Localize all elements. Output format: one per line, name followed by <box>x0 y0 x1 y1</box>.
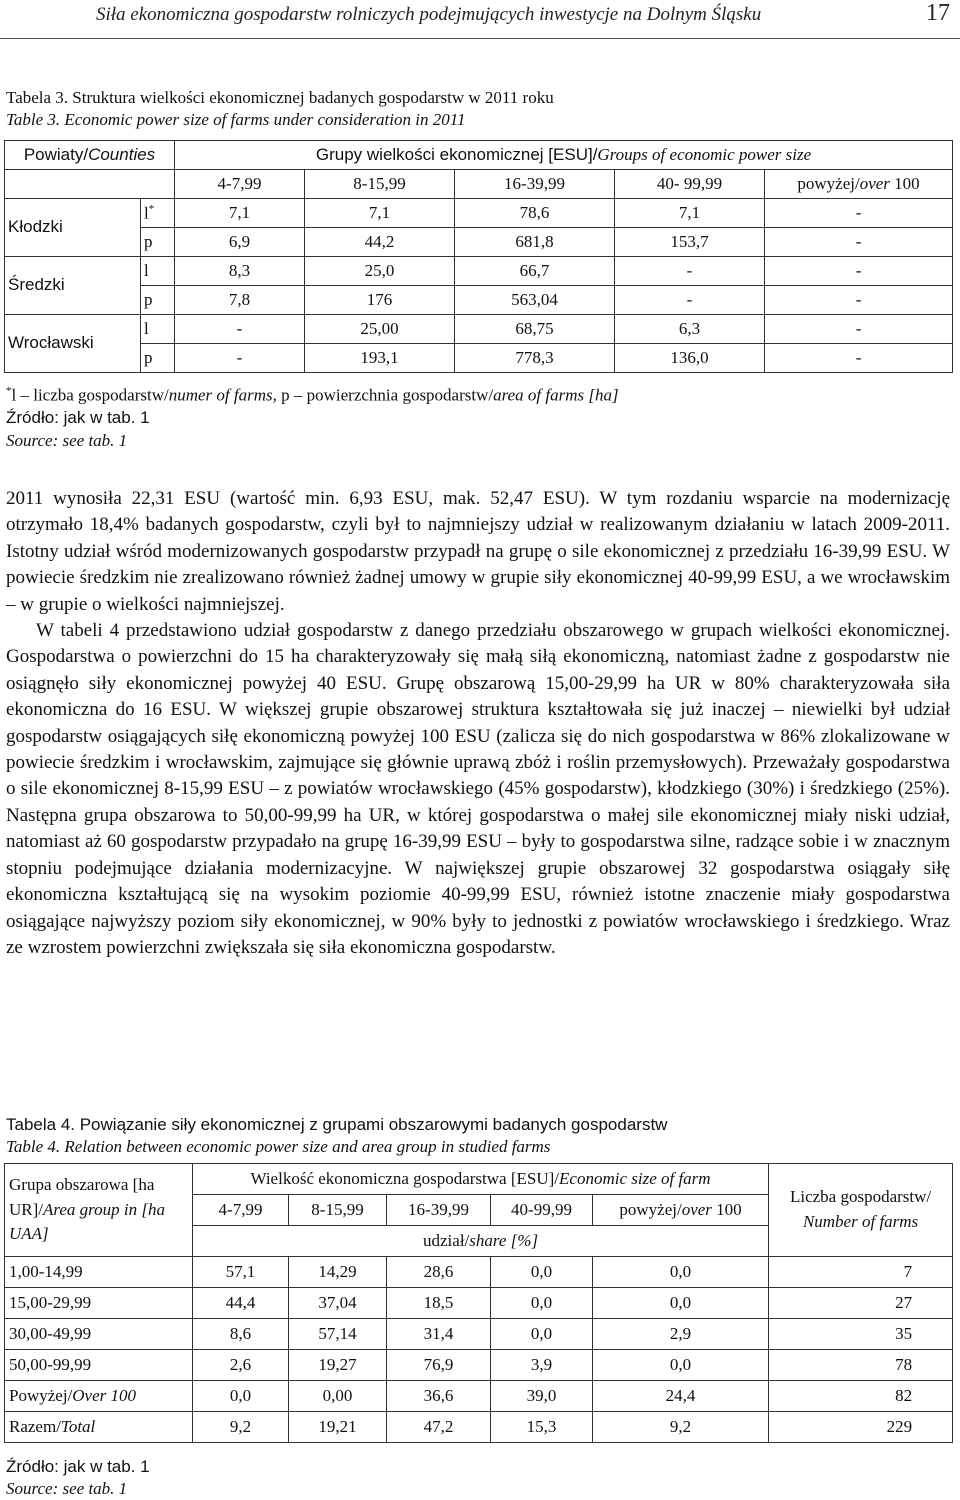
table-row <box>5 257 953 286</box>
area-group: 30,00-49,99 <box>5 1319 193 1350</box>
table-cell: 0,0 <box>193 1381 289 1412</box>
table-cell: - <box>175 315 305 344</box>
table-cell: 0,0 <box>593 1257 769 1288</box>
table-cell: 8,6 <box>193 1319 289 1350</box>
table-cell: 6,9 <box>175 228 305 257</box>
table-cell: 9,2 <box>593 1412 769 1443</box>
table3-source-pl: Źródło: jak w tab. 1 <box>6 408 150 427</box>
table4-size-col-last: powyżej/over 100 <box>593 1195 769 1226</box>
table-row <box>5 1288 953 1319</box>
running-title: Siła ekonomiczna gospodarstw rolniczych podejmujących inwestycje na Dolnym Śląsku <box>96 4 762 25</box>
table4-source-pl: Źródło: jak w tab. 1 <box>6 1457 150 1476</box>
table-cell: 19,27 <box>289 1350 387 1381</box>
table-cell: 153,7 <box>615 228 765 257</box>
table-cell: 25,00 <box>305 315 455 344</box>
table4-caption-en: Table 4. Relation between economic power size and area group in studied farms <box>6 1137 551 1156</box>
table-cell: 24,4 <box>593 1381 769 1412</box>
table-row <box>5 315 953 344</box>
table4-source-en: Source: see tab. 1 <box>6 1479 128 1498</box>
table-cell: 66,7 <box>455 257 615 286</box>
county-name: Wrocławski <box>5 315 141 373</box>
paragraph: 2011 wynosiła 22,31 ESU (wartość min. 6,93 ESU, mak. 52,47 ESU). W tym rozdaniu wsparcie na modernizację otrzymało 18,4% badanych gospodarstw, czyli był to najmniejszy udział w realizowanym działaniu w latach 2009-2011. Istotny udział wśród modernizowanych gospodarstw przypadł na grupę o sile ekonomicznej z przedziału 16-39,99 ESU. W powiecie średzkim nie zrealizowano również żadnej umowy w grupie siły ekonomicznej 40-99,99 ESU, a we wrocławskim – w grupie o wielkości najmniejszej. <box>6 488 950 615</box>
table-cell: 68,75 <box>455 315 615 344</box>
farm-count: 35 <box>769 1319 953 1350</box>
table-cell: 25,0 <box>305 257 455 286</box>
table-cell: 0,00 <box>289 1381 387 1412</box>
table3-size-col: 40- 99,99 <box>615 170 765 199</box>
table4-share-header: udział/share [%] <box>193 1226 769 1257</box>
table-cell: - <box>615 286 765 315</box>
table3 <box>4 140 953 373</box>
table-row <box>5 228 953 257</box>
table-cell: - <box>765 199 953 228</box>
table-cell: 37,04 <box>289 1288 387 1319</box>
table3-size-col: 16-39,99 <box>455 170 615 199</box>
table3-county-header: Powiaty/Counties <box>5 141 175 170</box>
measure-key: p <box>141 344 175 373</box>
table-cell: 18,5 <box>387 1288 491 1319</box>
table3-caption-pl: Tabela 3. Struktura wielkości ekonomicznej badanych gospodarstw w 2011 roku <box>6 88 554 107</box>
table-cell: 9,2 <box>193 1412 289 1443</box>
measure-key: l* <box>141 199 175 228</box>
table-row <box>5 1350 953 1381</box>
table-cell: 57,1 <box>193 1257 289 1288</box>
table-cell: 14,29 <box>289 1257 387 1288</box>
table-cell: 36,6 <box>387 1381 491 1412</box>
table-cell: 39,0 <box>491 1381 593 1412</box>
table-cell: 31,4 <box>387 1319 491 1350</box>
table-cell <box>5 170 175 199</box>
table-cell: 193,1 <box>305 344 455 373</box>
area-group: Powyżej/Over 100 <box>5 1381 193 1412</box>
county-name: Średzki <box>5 257 141 315</box>
table4-size-col: 4-7,99 <box>193 1195 289 1226</box>
table-cell: - <box>765 286 953 315</box>
county-name: Kłodzki <box>5 199 141 257</box>
table4-body <box>5 1257 953 1443</box>
table-cell: 0,0 <box>593 1288 769 1319</box>
table-cell: 76,9 <box>387 1350 491 1381</box>
table-cell: 0,0 <box>593 1350 769 1381</box>
table-cell: 2,6 <box>193 1350 289 1381</box>
table-cell: 15,3 <box>491 1412 593 1443</box>
table-row <box>5 344 953 373</box>
table-row <box>5 1412 953 1443</box>
table3-size-col: 8-15,99 <box>305 170 455 199</box>
farm-count: 7 <box>769 1257 953 1288</box>
table-cell: 136,0 <box>615 344 765 373</box>
table-cell: 778,3 <box>455 344 615 373</box>
header-rule <box>0 38 960 39</box>
table-cell: 57,14 <box>289 1319 387 1350</box>
table-cell: 2,9 <box>593 1319 769 1350</box>
table-cell: 7,1 <box>615 199 765 228</box>
table-cell: 0,0 <box>491 1319 593 1350</box>
table4-size-col: 8-15,99 <box>289 1195 387 1226</box>
table-cell: 176 <box>305 286 455 315</box>
table-cell: 78,6 <box>455 199 615 228</box>
table4-group-header: Wielkość ekonomiczna gospodarstwa [ESU]/Economic size of farm <box>193 1164 769 1195</box>
table-cell: 7,1 <box>175 199 305 228</box>
measure-key: l <box>141 315 175 344</box>
area-group: 15,00-29,99 <box>5 1288 193 1319</box>
table-row <box>5 1381 953 1412</box>
area-group: 50,00-99,99 <box>5 1350 193 1381</box>
table-row <box>5 1257 953 1288</box>
page-header <box>0 0 960 40</box>
measure-key: p <box>141 228 175 257</box>
page-number: 17 <box>926 0 950 26</box>
table-cell: 28,6 <box>387 1257 491 1288</box>
table3-size-col: 4-7,99 <box>175 170 305 199</box>
table-row <box>5 286 953 315</box>
table4-size-col: 16-39,99 <box>387 1195 491 1226</box>
table-cell: 44,2 <box>305 228 455 257</box>
table-cell: 563,04 <box>455 286 615 315</box>
farm-count: 229 <box>769 1412 953 1443</box>
table-cell: 7,1 <box>305 199 455 228</box>
farm-count: 78 <box>769 1350 953 1381</box>
table3-size-header-row <box>5 170 953 199</box>
table-cell: - <box>765 315 953 344</box>
table-cell: - <box>765 257 953 286</box>
table-cell: 19,21 <box>289 1412 387 1443</box>
table-cell: - <box>765 344 953 373</box>
table-cell: 0,0 <box>491 1288 593 1319</box>
farm-count: 82 <box>769 1381 953 1412</box>
area-group: 1,00-14,99 <box>5 1257 193 1288</box>
table-cell: 0,0 <box>491 1257 593 1288</box>
paragraph: W tabeli 4 przedstawiono udział gospodarstw z danego przedziału obszarowego w grupach wielkości ekonomicznej. Gospodarstwa o powierzchni do 15 ha charakteryzowały się małą siłą ekonomiczną, natomiast żadne z gospodarstw nie osiągnęło siły ekonomicznej powyżej 40 ESU. Grupę obszarową 15,00-29,99 ha UR w 80% charakteryzowała siła ekonomiczna do 16 ESU. W większej grupie obszarowej struktura kształtowała się już inaczej – niewielki był udział gospodarstw osiągających siłę ekonomiczną powyżej 100 ESU (zalicza się do nich gospodarstwa w 86% zlokalizowane w powiecie średzkim i wrocławskim, zajmujące się głównie uprawą zbóż i roślin przemysłowych). Przeważały gospodarstwa o sile ekonomicznej 8-15,99 ESU – z powiatów wrocławskiego (45% gospodarstw), kłodzkiego (30%) i średzkiego (25%). Następna grupa obszarowa to 50,00-99,99 ha UR, w której gospodarstwa o małej sile ekonomicznej miały niski udział, natomiast aż 60 gospodarstw przypadało na grupę 16-39,99 ESU – były to gospodarstwa silne, radzące sobie i w znacznym stopniu podejmujące działania modernizacyjne. W największej grupie obszarowej 32 gospodarstwa osiągały siłę ekonomiczna kształtującą się na wysokim poziomie 40-99,99 ESU, również istotne znaczenie miały gospodarstwa osiągające najwyższy poziom siły ekonomicznej, w 90% były to jednostki z powiatów wrocławskiego i średzkiego. Wraz ze wzrostem powierzchni zwiększała się siła ekonomiczna gospodarstw. <box>6 620 950 958</box>
table-cell: 6,3 <box>615 315 765 344</box>
table3-size-col-last: powyżej/over 100 <box>765 170 953 199</box>
table4 <box>4 1163 953 1443</box>
table-cell: 3,9 <box>491 1350 593 1381</box>
table3-caption-en: Table 3. Economic power size of farms under consideration in 2011 <box>6 110 466 129</box>
measure-key: p <box>141 286 175 315</box>
table-cell: 7,8 <box>175 286 305 315</box>
table-cell: 47,2 <box>387 1412 491 1443</box>
table4-size-col: 40-99,99 <box>491 1195 593 1226</box>
table3-source-en: Source: see tab. 1 <box>6 431 128 450</box>
table-cell: - <box>615 257 765 286</box>
table-cell: 681,8 <box>455 228 615 257</box>
table4-caption-pl: Tabela 4. Powiązanie siły ekonomicznej z grupami obszarowymi badanych gospodarstw <box>6 1115 668 1134</box>
table4-area-header: Grupa obszarowa [ha UR]/Area group in [ha UAA] <box>5 1164 193 1257</box>
table3-footnote: *l – liczba gospodarstw/numer of farms, p – powierzchnia gospodarstw/area of farms [ha] <box>6 385 619 405</box>
table-row <box>5 1319 953 1350</box>
table-cell: - <box>175 344 305 373</box>
measure-key: l <box>141 257 175 286</box>
body-text <box>6 486 950 961</box>
table4-count-header: Liczba gospodarstw/ Number of farms <box>769 1164 953 1257</box>
farm-count: 27 <box>769 1288 953 1319</box>
table-cell: 44,4 <box>193 1288 289 1319</box>
table3-group-header: Grupy wielkości ekonomicznej [ESU]/Groups of economic power size <box>175 141 953 170</box>
table3-body <box>5 199 953 373</box>
table-row <box>5 199 953 228</box>
table-cell: - <box>765 228 953 257</box>
area-group: Razem/Total <box>5 1412 193 1443</box>
table-cell: 8,3 <box>175 257 305 286</box>
